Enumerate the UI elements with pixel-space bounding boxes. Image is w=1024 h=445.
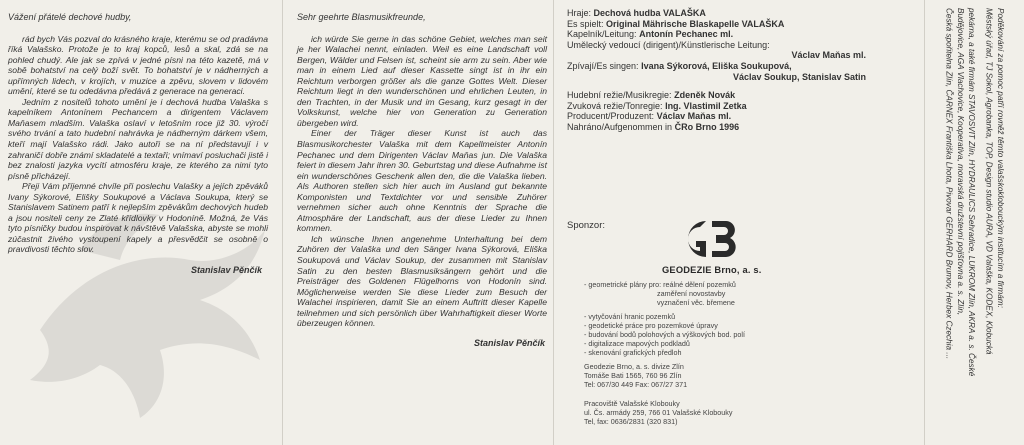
service-line: - digitalizace mapových podkladů xyxy=(584,339,690,349)
service-line: zaměření novostavby xyxy=(657,289,726,299)
credit-nahrano: Nahráno/Aufgenommen in ČRo Brno 1996 xyxy=(567,121,740,132)
german-salutation: Sehr geehrte Blasmusikfreunde, xyxy=(297,12,426,22)
thanks-line: Městský úřad, TJ Sokol, Agrobanka, TOP, Design studio AURA, VD Valaška, KODEX, Klobucká xyxy=(984,8,994,355)
panel-czech xyxy=(0,0,282,445)
address-line: Pracoviště Valašské Klobouky xyxy=(584,398,680,408)
credit-umelecky-value: Václav Maňas ml. xyxy=(791,50,866,61)
service-line: vyznačení věc. břemene xyxy=(657,298,735,308)
credit-zpivaji-2: Václav Soukup, Stanislav Satin xyxy=(732,71,866,82)
credit-es-spielt: Es spielt: Original Mährische Blaskapelle VALAŠKA xyxy=(567,18,785,29)
credits-block xyxy=(567,8,918,133)
credit-umelecky-label: Umělecký vedoucí (dirigent)/Künstlerische Leitung: xyxy=(567,39,770,50)
credit-producent: Producent/Produzent: Václav Maňas ml. xyxy=(567,111,732,122)
thanks-line: Česká spořitelna Zlín, ČARNEX Františka Lhota, Pivovar GERHARD Brumov, Herbex Czechia ... xyxy=(944,8,954,360)
german-paragraph-1: ich würde Sie gerne in das schöne Gebiet, welches man seit je her Walachei nennt, einladen. Weil es eine Landschaft voll Bergen, Wälder und Felsen ist, scheint sie arm zu sein. Aber wie man in einem Lied auf dieser Kassette singt ist in ihr ein Reichtum verborgen größer als die ganze Gottes Welt. Dieser Reichtum liegt in den wunderschönen und ehrlichen Leuten, in den Trachten, in der Musik und im Gesang, kurz gesagt in der Volkskunst, welche hier von Generation zu Generation übergeben wird. xyxy=(297,33,547,128)
thanks-line: Poděkování za pomoc patří rovněž těmto valašskoklobouckým institucím a firmám: xyxy=(996,8,1006,308)
panel-thanks xyxy=(925,0,1024,445)
panel-credits xyxy=(554,0,924,445)
czech-paragraph-1: rád bych Vás pozval do krásného kraje, kterému se od pradávna říká Valašsko. Protože je to kraj kopců, lesů a skal, zdá se na pohled chudý. Ale jak se zpívá v jedné písni na této kazetě, má v sobě bohatství na celý boží svět. To bohatství je v nádherných a upřímných lidech, v krojích, v muzice a zpěvu, slovem v lidovém umění, které se tu odedávna předává z generace na generaci. xyxy=(8,33,268,97)
german-signature: Stanislav Pěnčík xyxy=(473,337,545,348)
sponsor-company: GEODEZIE Brno, a. s. xyxy=(662,265,762,275)
address-line: Tel, fax: 0636/2831 (320 831) xyxy=(584,417,678,427)
address-line: ul. Čs. armády 259, 766 01 Valašské Klobouky xyxy=(584,407,733,417)
credit-hudebni: Hudební režie/Musikregie: Zdeněk Novák xyxy=(567,90,736,101)
thanks-text xyxy=(943,8,1006,436)
credit-zpivaji: Zpívají/Es singen: Ivana Sýkorová, Eliška Soukupová, xyxy=(567,60,792,71)
service-line: - skenování grafických předloh xyxy=(584,348,682,358)
thanks-line: Budějovice, AGA Vlachovice, Kooperativa, moravská družstevní pojišťovna a. s. Zlín, xyxy=(955,8,965,316)
address-line: Tel: 067/30 449 Fax: 067/27 371 xyxy=(584,380,688,390)
german-paragraph-2: Einer der Träger dieser Kunst ist auch das Blasmusikorchester Valaška mit dem Kapellmeister Antonín Pechanec und dem Dirigenten Václav Maňas jun. Die Valaška feiert in diesem Jahr ihren 30. Geburtstag und diese Aufnahme ist ein wunderschönes Geschenk allen den, die die Valaška lieben. Als Authoren stellen sich hier auch im Ausland gut bekannte Komponisten und Textdichter vor und sensible Zuhörer vernehmen sicher auch ohne Kenntnis der Sprache die Atmosphäre der Landschaft, aus der diese Lieder zu Ihnen kommen. xyxy=(297,128,547,234)
service-line: - geodetické práce pro pozemkové úpravy xyxy=(584,320,718,330)
service-line: - geometrické plány pro: reálné dělení pozemků xyxy=(584,280,736,289)
credit-zvukova: Zvuková režie/Tonregie: Ing. Vlastimil Zetka xyxy=(567,100,747,111)
address-line: Tomáše Bati 1565, 760 96 Zlín xyxy=(584,371,682,381)
service-line: - budování bodů polohových a výškových bod. polí xyxy=(584,330,746,340)
czech-paragraph-2: Jedním z nositelů tohoto umění je i dechová hudba Valaška s kapelníkem Antonínem Pechancem a dirigentem Václavem Maňasem mladším. Valaška oslaví v letošním roce již 30. výročí svého trvání a tato hudební nahrávka je nádherným dárkem všem, kteří mají Valašsko rádi. Jako autoři se na ní představují i v zahraničí dobře známí skladatelé a textaři; vnímaví posluchači jistě i bez znalosti jazyka vycítí atmosféru kraje, ze kterého za nimi tyto písně přicházejí. xyxy=(8,96,268,181)
panel-german xyxy=(283,0,553,445)
thanks-line: pekárna, a také firmám STAVOSVIT Zlín, HYDRAULICS Sehradice, LUKROM Zlín, AKRA a. s. České xyxy=(967,8,977,377)
service-line: - vytyčování hranic pozemků xyxy=(584,311,676,321)
sponsor-label: Sponzor: xyxy=(567,220,606,231)
credit-kapelnik: Kapelník/Leitung: Antonín Pechanec ml. xyxy=(567,29,734,40)
czech-paragraph-3: Přeji Vám příjemné chvíle při poslechu Valašky a jejích zpěváků Ivany Sýkorové, Elišky Soukupové a Václava Soukupa, který se Stanislavem Satinem patří k nejlepším zpěvákům dechových hudeb a jsou nositeli ceny ze Zlaté křídlovky v Hodoníně. Možná, že Vás tyto písničky budou inspirovat k návštěvě Valašska, abyste se mohli zúčastnit živého vystoupení kapely a přesvědčit se osobně o pravdivosti těchto slov. xyxy=(8,181,268,255)
sponsor-address xyxy=(584,362,733,426)
sponsor-services xyxy=(584,280,745,358)
czech-signature: Stanislav Pěnčík xyxy=(190,265,262,276)
czech-salutation: Vážení přátelé dechové hudby, xyxy=(8,12,132,22)
credit-hraje: Hraje: Dechová hudba VALAŠKA xyxy=(567,8,706,18)
geodezie-logo-icon xyxy=(676,215,744,263)
german-paragraph-3: Ich wünsche Ihnen angenehme Unterhaltung bei dem Zuhören der Valaška und den Sänger Ivana Sýkorová, Eliška Soukupová und Václav Soukup, der zusammen mit Stanislav Satin zu den besten Blasmusiksängern gehört und die Preisträger des Goldenen Flügelhorns von Hodonín sind. Möglicherweise werden Sie diese Lieder zum Besuch der Walachei inspirieren, damit Sie an einem Auftritt dieser Kapelle teilnehmen und sich persönlich über Wahrhaftigkeit dieser Worte überzeugen können. xyxy=(297,233,547,329)
address-line: Geodezie Brno, a. s. divize Zlín xyxy=(584,362,684,371)
